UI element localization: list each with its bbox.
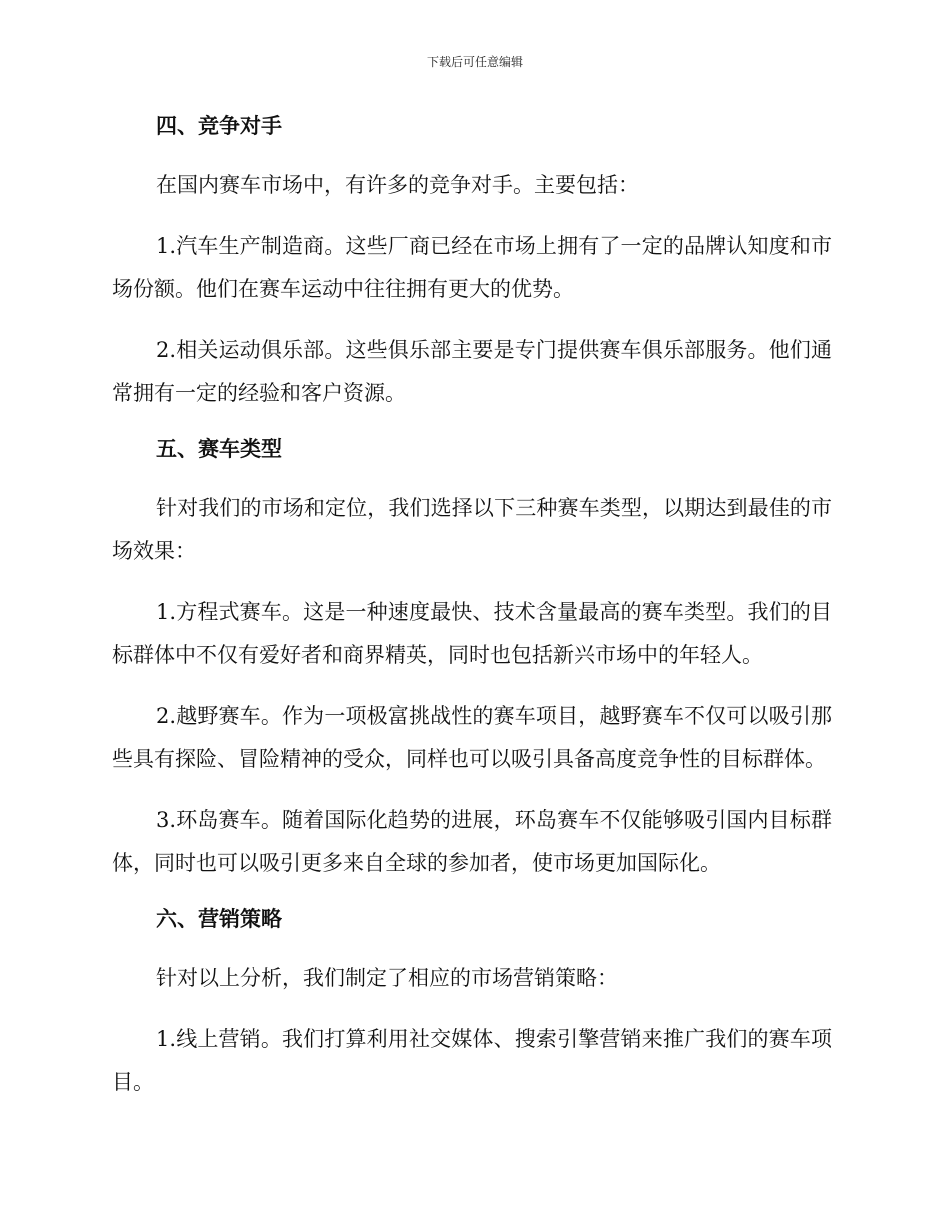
section-marketing: [112, 903, 832, 1104]
paragraph: 1.汽车生产制造商。这些厂商已经在市场上拥有了一定的品牌认知度和市场份额。他们在赛车运动中往往拥有更大的优势。: [112, 234, 832, 301]
paragraph: 2.越野赛车。作为一项极富挑战性的赛车项目，越野赛车不仅可以吸引那些具有探险、冒险精神的受众，同样也可以吸引具备高度竞争性的目标群体。: [112, 704, 832, 771]
paragraph: 2.相关运动俱乐部。这些俱乐部主要是专门提供赛车俱乐部服务。他们通常拥有一定的经验和客户资源。: [112, 338, 832, 405]
section-heading: 四、竞争对手: [156, 114, 282, 138]
paragraph: 在国内赛车市场中，有许多的竞争对手。主要包括：: [156, 173, 639, 197]
page-header: 下载后可任意编辑: [426, 55, 523, 69]
paragraph: 1.方程式赛车。这是一种速度最快、技术含量最高的赛车类型。我们的目标群体中不仅有爱好者和商界精英，同时也包括新兴市场中的年轻人。: [112, 600, 832, 667]
paragraph: 针对我们的市场和定位，我们选择以下三种赛车类型，以期达到最佳的市场效果：: [112, 496, 832, 563]
paragraph: 3.环岛赛车。随着国际化趋势的进展，环岛赛车不仅能够吸引国内目标群体，同时也可以吸引更多来自全球的参加者，使市场更加国际化。: [112, 808, 832, 875]
section-heading: 六、营销策略: [156, 907, 282, 931]
section-race-types: [112, 433, 832, 885]
section-heading: 五、赛车类型: [156, 437, 282, 461]
paragraph: 1.线上营销。我们打算利用社交媒体、搜索引擎营销来推广我们的赛车项目。: [112, 1027, 832, 1094]
paragraph: 针对以上分析，我们制定了相应的市场营销策略：: [156, 966, 618, 990]
section-competitors: [112, 110, 832, 415]
document-body: [112, 110, 832, 1122]
